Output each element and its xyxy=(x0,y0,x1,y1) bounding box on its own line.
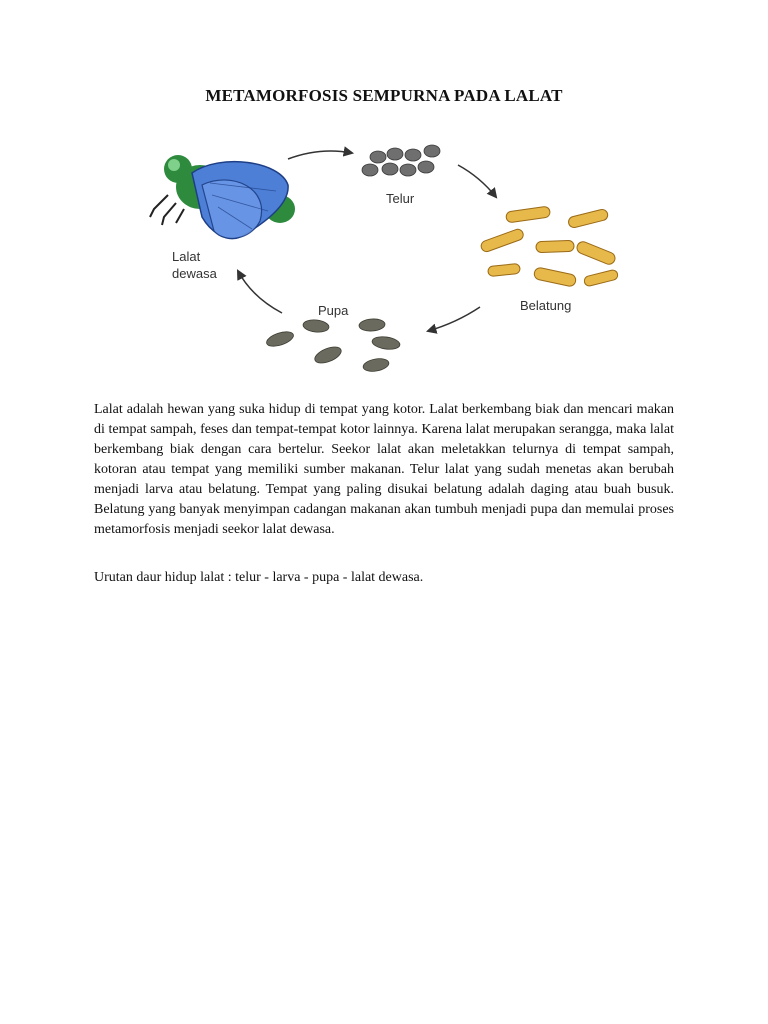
arrow-adult-to-egg xyxy=(288,151,352,159)
paragraph-lifecycle-order: Urutan daur hidup lalat : telur - larva - pupa - lalat dewasa. xyxy=(94,570,424,585)
arrow-pupa-to-adult xyxy=(238,271,282,313)
paragraph-description: Lalat adalah hewan yang suka hidup di tempat yang kotor. Lalat berkembang biak dan mencari makan di tempat sampah, feses dan tempat-tempat kotor lainnya. Karena lalat merupakan serangga, maka lalat berkembang biak dengan cara bertelur. Seekor lalat akan meletakkan telurnya di tempat sampah, kotoran atau tempat yang memiliki sumber makanan. Telur lalat yang sudah menetas akan berubah menjadi larva atau belatung. Tempat yang paling disukai belatung adalah daging atau buah busuk. Belatung yang banyak menyimpan cadangan makanan akan tumbuh menjadi pupa dan memulai proses metamorfosis menjadi seekor lalat dewasa. xyxy=(94,402,674,537)
fly-illustration xyxy=(150,155,295,239)
page-title: METAMORFOSIS SEMPURNA PADA LALAT xyxy=(205,86,563,105)
label-adult-line2: dewasa xyxy=(172,266,217,281)
arrow-egg-to-larva xyxy=(458,165,496,197)
label-larva: Belatung xyxy=(520,298,572,313)
lifecycle-diagram xyxy=(140,125,630,385)
egg-cluster xyxy=(362,145,440,176)
pupa-group xyxy=(265,318,401,373)
label-egg: Telur xyxy=(386,191,415,206)
arrow-larva-to-pupa xyxy=(428,307,480,331)
larva-group xyxy=(480,206,619,287)
label-pupa: Pupa xyxy=(318,303,349,318)
label-adult-line1: Lalat xyxy=(172,249,201,264)
